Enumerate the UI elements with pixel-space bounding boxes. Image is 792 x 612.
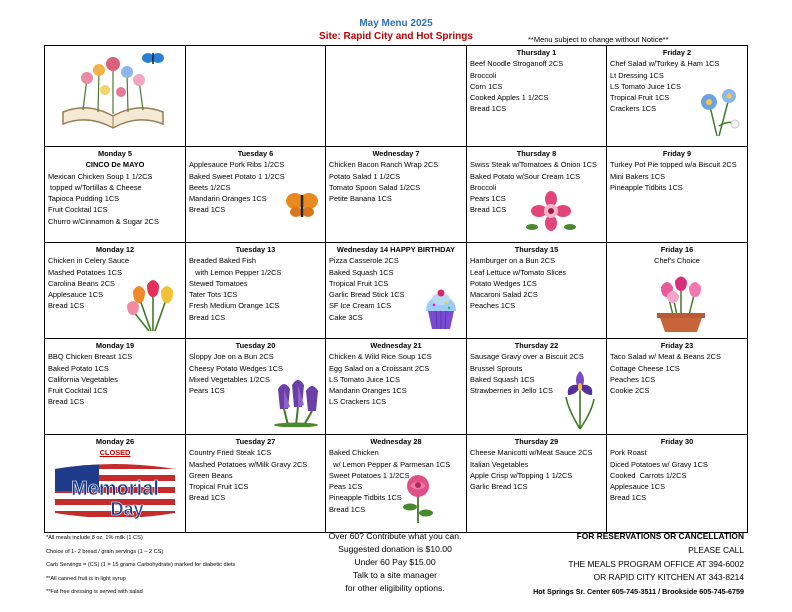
- week-row: [45, 435, 748, 533]
- diet-notes: [46, 532, 235, 600]
- menu-item: Potato Salad 1 1/2CS: [329, 171, 401, 181]
- menu-item: Fresh Medium Orange 1CS: [189, 301, 280, 311]
- menu-item: Mandarin Oranges 1CS: [329, 386, 407, 396]
- menu-item: Baked Potato w/Sour Cream 1CS: [470, 171, 581, 181]
- menu-item: Bread 1CS: [48, 397, 85, 407]
- pink-flower-icon: [526, 191, 576, 236]
- menu-item: Sweet Potatoes 1 1/2CS: [329, 470, 410, 480]
- day-cell: [45, 243, 186, 339]
- day-cell: [467, 339, 607, 435]
- open-book-flowers-icon: [53, 50, 173, 139]
- menu-item: Chicken Bacon Ranch Wrap 2CS: [329, 160, 439, 170]
- menu-item: Chef Salad w/Turkey & Ham 1CS: [610, 59, 720, 69]
- menu-item: Tropical Fruit 1CS: [189, 482, 249, 492]
- menu-item: Corn 1CS: [470, 81, 503, 91]
- menu-item: Baked Chicken: [329, 448, 379, 458]
- day-header: Wednesday 7: [372, 149, 420, 158]
- day-cell: [45, 147, 186, 243]
- menu-item: Beef Noodle Stroganoff 2CS: [470, 59, 564, 69]
- menu-item: Cottage Cheese 1CS: [610, 363, 680, 373]
- reservation-line: PLEASE CALL: [688, 544, 744, 555]
- day-cell: [326, 435, 467, 533]
- day-header: Friday 16: [660, 245, 694, 254]
- menu-item: with Lemon Pepper 1/2CS: [189, 267, 282, 277]
- menu-item: Peaches 1CS: [610, 374, 656, 384]
- day-note: Chef's Choice: [654, 256, 700, 266]
- menu-item: Mashed Potatoes 1CS: [48, 267, 122, 277]
- menu-item: Baked Squash 1CS: [329, 267, 394, 277]
- day-header: Tuesday 27: [235, 437, 276, 446]
- day-cell: [326, 243, 467, 339]
- day-cell: [467, 46, 607, 147]
- menu-item: Crackers 1CS: [610, 104, 656, 114]
- day-header: Wednesday 21: [370, 341, 422, 350]
- day-cell: [45, 435, 186, 533]
- closed-label: CLOSED: [99, 448, 131, 458]
- menu-item: Carolina Beans 2CS: [48, 278, 115, 288]
- menu-item: Bread 1CS: [189, 493, 226, 503]
- day-cell: [45, 339, 186, 435]
- menu-item: Swiss Steak w/Tomatoes & Onion 1CS: [470, 160, 597, 170]
- menu-item: Tater Tots 1CS: [189, 290, 238, 300]
- contribution-line: Suggested donation is $10.00: [338, 544, 452, 554]
- menu-item: Hamburger on a Bun 2CS: [470, 256, 556, 266]
- day-header: Friday 9: [662, 149, 692, 158]
- menu-item: Bread 1CS: [48, 301, 85, 311]
- menu-item: Green Beans: [189, 470, 233, 480]
- menu-item: Petite Banana 1CS: [329, 194, 392, 204]
- menu-item: Mini Bakers 1CS: [610, 171, 666, 181]
- menu-item: Taco Salad w/ Meat & Beans 2CS: [610, 352, 721, 362]
- menu-item: Lt Dressing 1CS: [610, 70, 664, 80]
- menu-item: Egg Salad on a Croissant 2CS: [329, 363, 430, 373]
- menu-item: Garlic Bread Stick 1CS: [329, 290, 405, 300]
- menu-item: Macaroni Salad 2CS: [470, 290, 538, 300]
- menu-item: Sausage Gravy over a Biscuit 2CS: [470, 352, 584, 362]
- menu-item: LS Crackers 1CS: [329, 397, 387, 407]
- menu-item: Strawberries in Jello 1CS: [470, 386, 553, 396]
- note-line: *All meals include 8 oz. 1% milk (1 CS): [46, 535, 143, 541]
- center-phones: Hot Springs Sr. Center 605-745-3511 / Brookside 605-745-6759: [533, 587, 744, 597]
- menu-item: Pineapple Tidbits 1CS: [610, 182, 683, 192]
- tulip-pot-icon: [651, 275, 711, 336]
- menu-item: Bread 1CS: [610, 493, 647, 503]
- day-header: Friday 30: [660, 437, 694, 446]
- day-cell: [326, 339, 467, 435]
- day-cell: [607, 147, 748, 243]
- menu-item: Churro w/Cinnamon & Sugar 2CS: [48, 216, 159, 226]
- menu-item: Garlic Bread 1CS: [470, 482, 528, 492]
- cupcake-icon: [422, 289, 460, 334]
- day-header: Wednesday 28: [370, 437, 422, 446]
- reservation-line: THE MEALS PROGRAM OFFICE AT 394-6002: [568, 558, 744, 569]
- menu-item: Leaf Lettuce w/Tomato Slices: [470, 267, 567, 277]
- day-cell: [186, 435, 326, 533]
- menu-item: Cooked Carrots 1/2CS: [610, 470, 687, 480]
- day-header: Tuesday 13: [235, 245, 276, 254]
- menu-item: Italian Vegetables: [470, 459, 529, 469]
- day-header: Thursday 22: [514, 341, 559, 350]
- menu-item: Bread 1CS: [329, 504, 366, 514]
- menu-item: Beets 1/2CS: [189, 182, 231, 192]
- day-header: Thursday 1: [516, 48, 557, 57]
- reservation-heading: FOR RESERVATIONS OR CANCELLATION: [576, 531, 744, 541]
- day-header: Monday 5: [97, 149, 133, 158]
- menu-item: Tapioca Pudding 1CS: [48, 194, 120, 204]
- menu-item: Cookie 2CS: [610, 386, 650, 396]
- day-header: Wednesday 14 HAPPY BIRTHDAY: [336, 245, 456, 254]
- menu-item: Cake 3CS: [329, 312, 363, 322]
- menu-item: Country Fried Steak 1CS: [189, 448, 272, 458]
- memorial-day-icon: [49, 463, 181, 524]
- menu-item: Cheese Manicotti w/Meat Sauce 2CS: [470, 448, 593, 458]
- menu-item: Applesauce Pork Ribs 1/2CS: [189, 160, 285, 170]
- menu-item: Chicken & Wild Rice Soup 1CS: [329, 352, 432, 362]
- day-art-text: Day: [110, 499, 144, 519]
- day-header: Monday 26: [95, 437, 135, 446]
- menu-item: Bread 1CS: [189, 312, 226, 322]
- menu-item: Pears 1CS: [470, 194, 506, 204]
- contribution-line: Talk to a site manager: [352, 570, 438, 580]
- menu-item: Mashed Potatoes w/Milk Gravy 2CS: [189, 459, 308, 469]
- menu-item: Apple Crisp w/Topping 1 1/2CS: [470, 470, 573, 480]
- day-cell: [326, 147, 467, 243]
- day-header: Monday 19: [95, 341, 135, 350]
- change-notice: **Menu subject to change without Notice**: [528, 35, 669, 44]
- day-note: CINCO De MAYO: [85, 160, 145, 170]
- day-header: Thursday 15: [514, 245, 559, 254]
- contribution-line: Under 60 Pay $15.00: [354, 557, 436, 567]
- reservation-line: OR RAPID CITY KITCHEN AT 343-8214: [593, 572, 744, 583]
- menu-item: Broccoli: [470, 182, 497, 192]
- day-cell: [186, 147, 326, 243]
- day-cell: [607, 339, 748, 435]
- day-cell: [467, 435, 607, 533]
- menu-item: Baked Potato 1CS: [48, 363, 109, 373]
- menu-item: Mixed Vegetables 1/2CS: [189, 374, 270, 384]
- menu-item: Broccoli: [470, 70, 497, 80]
- reservation-info: [490, 530, 744, 599]
- menu-item: Tropical Fruit 1CS: [610, 93, 670, 103]
- menu-item: Peas 1CS: [329, 482, 363, 492]
- day-cell: [45, 46, 186, 147]
- menu-item: Bread 1CS: [470, 104, 507, 114]
- menu-item: Baked Sweet Potato 1 1/2CS: [189, 171, 285, 181]
- menu-item: LS Tomato Juice 1CS: [610, 81, 681, 91]
- contribution-line: for other eligibility options.: [345, 583, 445, 593]
- day-header: Thursday 29: [514, 437, 559, 446]
- day-cell: [186, 243, 326, 339]
- iris-icon: [560, 369, 600, 434]
- menu-item: Fruit Cocktail 1CS: [48, 386, 108, 396]
- day-header: Thursday 8: [516, 149, 557, 158]
- day-cell: [607, 46, 748, 147]
- menu-item: topped w/Tortillas & Cheese: [48, 182, 142, 192]
- day-cell: [186, 339, 326, 435]
- menu-item: Cooked Apples 1 1/2CS: [470, 93, 549, 103]
- menu-item: Pizza Casserole 2CS: [329, 256, 399, 266]
- week-row: [45, 147, 748, 243]
- day-cell: [467, 243, 607, 339]
- menu-calendar: [44, 45, 748, 533]
- day-header: Friday 23: [660, 341, 694, 350]
- menu-item: California Vegetables: [48, 374, 118, 384]
- day-cell: [467, 147, 607, 243]
- menu-item: Applesauce 1CS: [48, 290, 104, 300]
- menu-item: Stewed Tomatoes: [189, 278, 248, 288]
- note-line: **All canned fruit is in light syrup: [46, 575, 126, 582]
- note-line: **Fat free dressing is served with salad: [46, 589, 143, 596]
- menu-item: Tomato Spoon Salad 1/2CS: [329, 182, 421, 192]
- day-cell: [607, 435, 748, 533]
- menu-item: Brussel Sprouts: [470, 363, 523, 373]
- menu-item: Breaded Baked Fish: [189, 256, 256, 266]
- day-header: Monday 12: [95, 245, 135, 254]
- menu-item: Sloppy Joe on a Bun 2CS: [189, 352, 274, 362]
- menu-item: Pineapple Tidbits 1CS: [329, 493, 402, 503]
- menu-item: BBQ Chicken Breast 1CS: [48, 352, 133, 362]
- menu-item: Potato Wedges 1CS: [470, 278, 537, 288]
- day-header: Friday 2: [662, 48, 692, 57]
- day-header: Tuesday 6: [237, 149, 274, 158]
- menu-item: Peaches 1CS: [470, 301, 516, 311]
- menu-item: Diced Potatoes w/ Gravy 1CS: [610, 459, 708, 469]
- note-line: Choice of 1- 2 bread / grain servings (1 – 2 CS): [46, 548, 164, 555]
- menu-item: Baked Squash 1CS: [470, 374, 535, 384]
- week-row: [45, 339, 748, 435]
- day-cell: [607, 243, 748, 339]
- menu-title: May Menu 2025: [359, 18, 433, 29]
- menu-item: Fruit Cocktail 1CS: [48, 205, 108, 215]
- menu-item: Applesauce 1CS: [610, 482, 666, 492]
- menu-item: SF Ice Cream 1CS: [329, 301, 392, 311]
- day-header: Tuesday 20: [235, 341, 276, 350]
- menu-item: Chicken in Celery Sauce: [48, 256, 129, 266]
- menu-item: Turkey Pot Pie topped w/a Biscuit 2CS: [610, 160, 737, 170]
- menu-item: Bread 1CS: [189, 205, 226, 215]
- contribution-line: Over 60? Contribute what you can.: [328, 531, 462, 541]
- menu-item: Cheesy Potato Wedges 1CS: [189, 363, 283, 373]
- rose-icon: [398, 473, 438, 526]
- menu-item: Mandarin Oranges 1CS: [189, 194, 267, 204]
- day-cell: [326, 46, 467, 147]
- menu-item: Bread 1CS: [470, 205, 507, 215]
- day-cell: [186, 46, 326, 147]
- menu-item: LS Tomato Juice 1CS: [329, 374, 400, 384]
- menu-item: Pork Roast: [610, 448, 647, 458]
- week-row: [45, 243, 748, 339]
- week-row: [45, 46, 748, 147]
- menu-item: Pears 1CS: [189, 386, 225, 396]
- memorial-art-text: Memorial: [71, 478, 159, 500]
- tulips-icon: [125, 277, 181, 336]
- contribution-info: [320, 530, 470, 595]
- butterfly-icon: [285, 191, 319, 222]
- blue-flowers-icon: [695, 86, 743, 141]
- menu-item: w/ Lemon Pepper & Parmesan 1CS: [329, 459, 451, 469]
- purple-crocus-icon: [268, 379, 324, 430]
- menu-item: Tropical Fruit 1CS: [329, 278, 389, 288]
- menu-item: Mexican Chicken Soup 1 1/2CS: [48, 171, 153, 181]
- note-line: Carb Servings = (CS) (1 = 15 grams Carbohydrate) marked for diabetic diets: [46, 562, 236, 569]
- site-name: Site: Rapid City and Hot Springs: [319, 31, 473, 42]
